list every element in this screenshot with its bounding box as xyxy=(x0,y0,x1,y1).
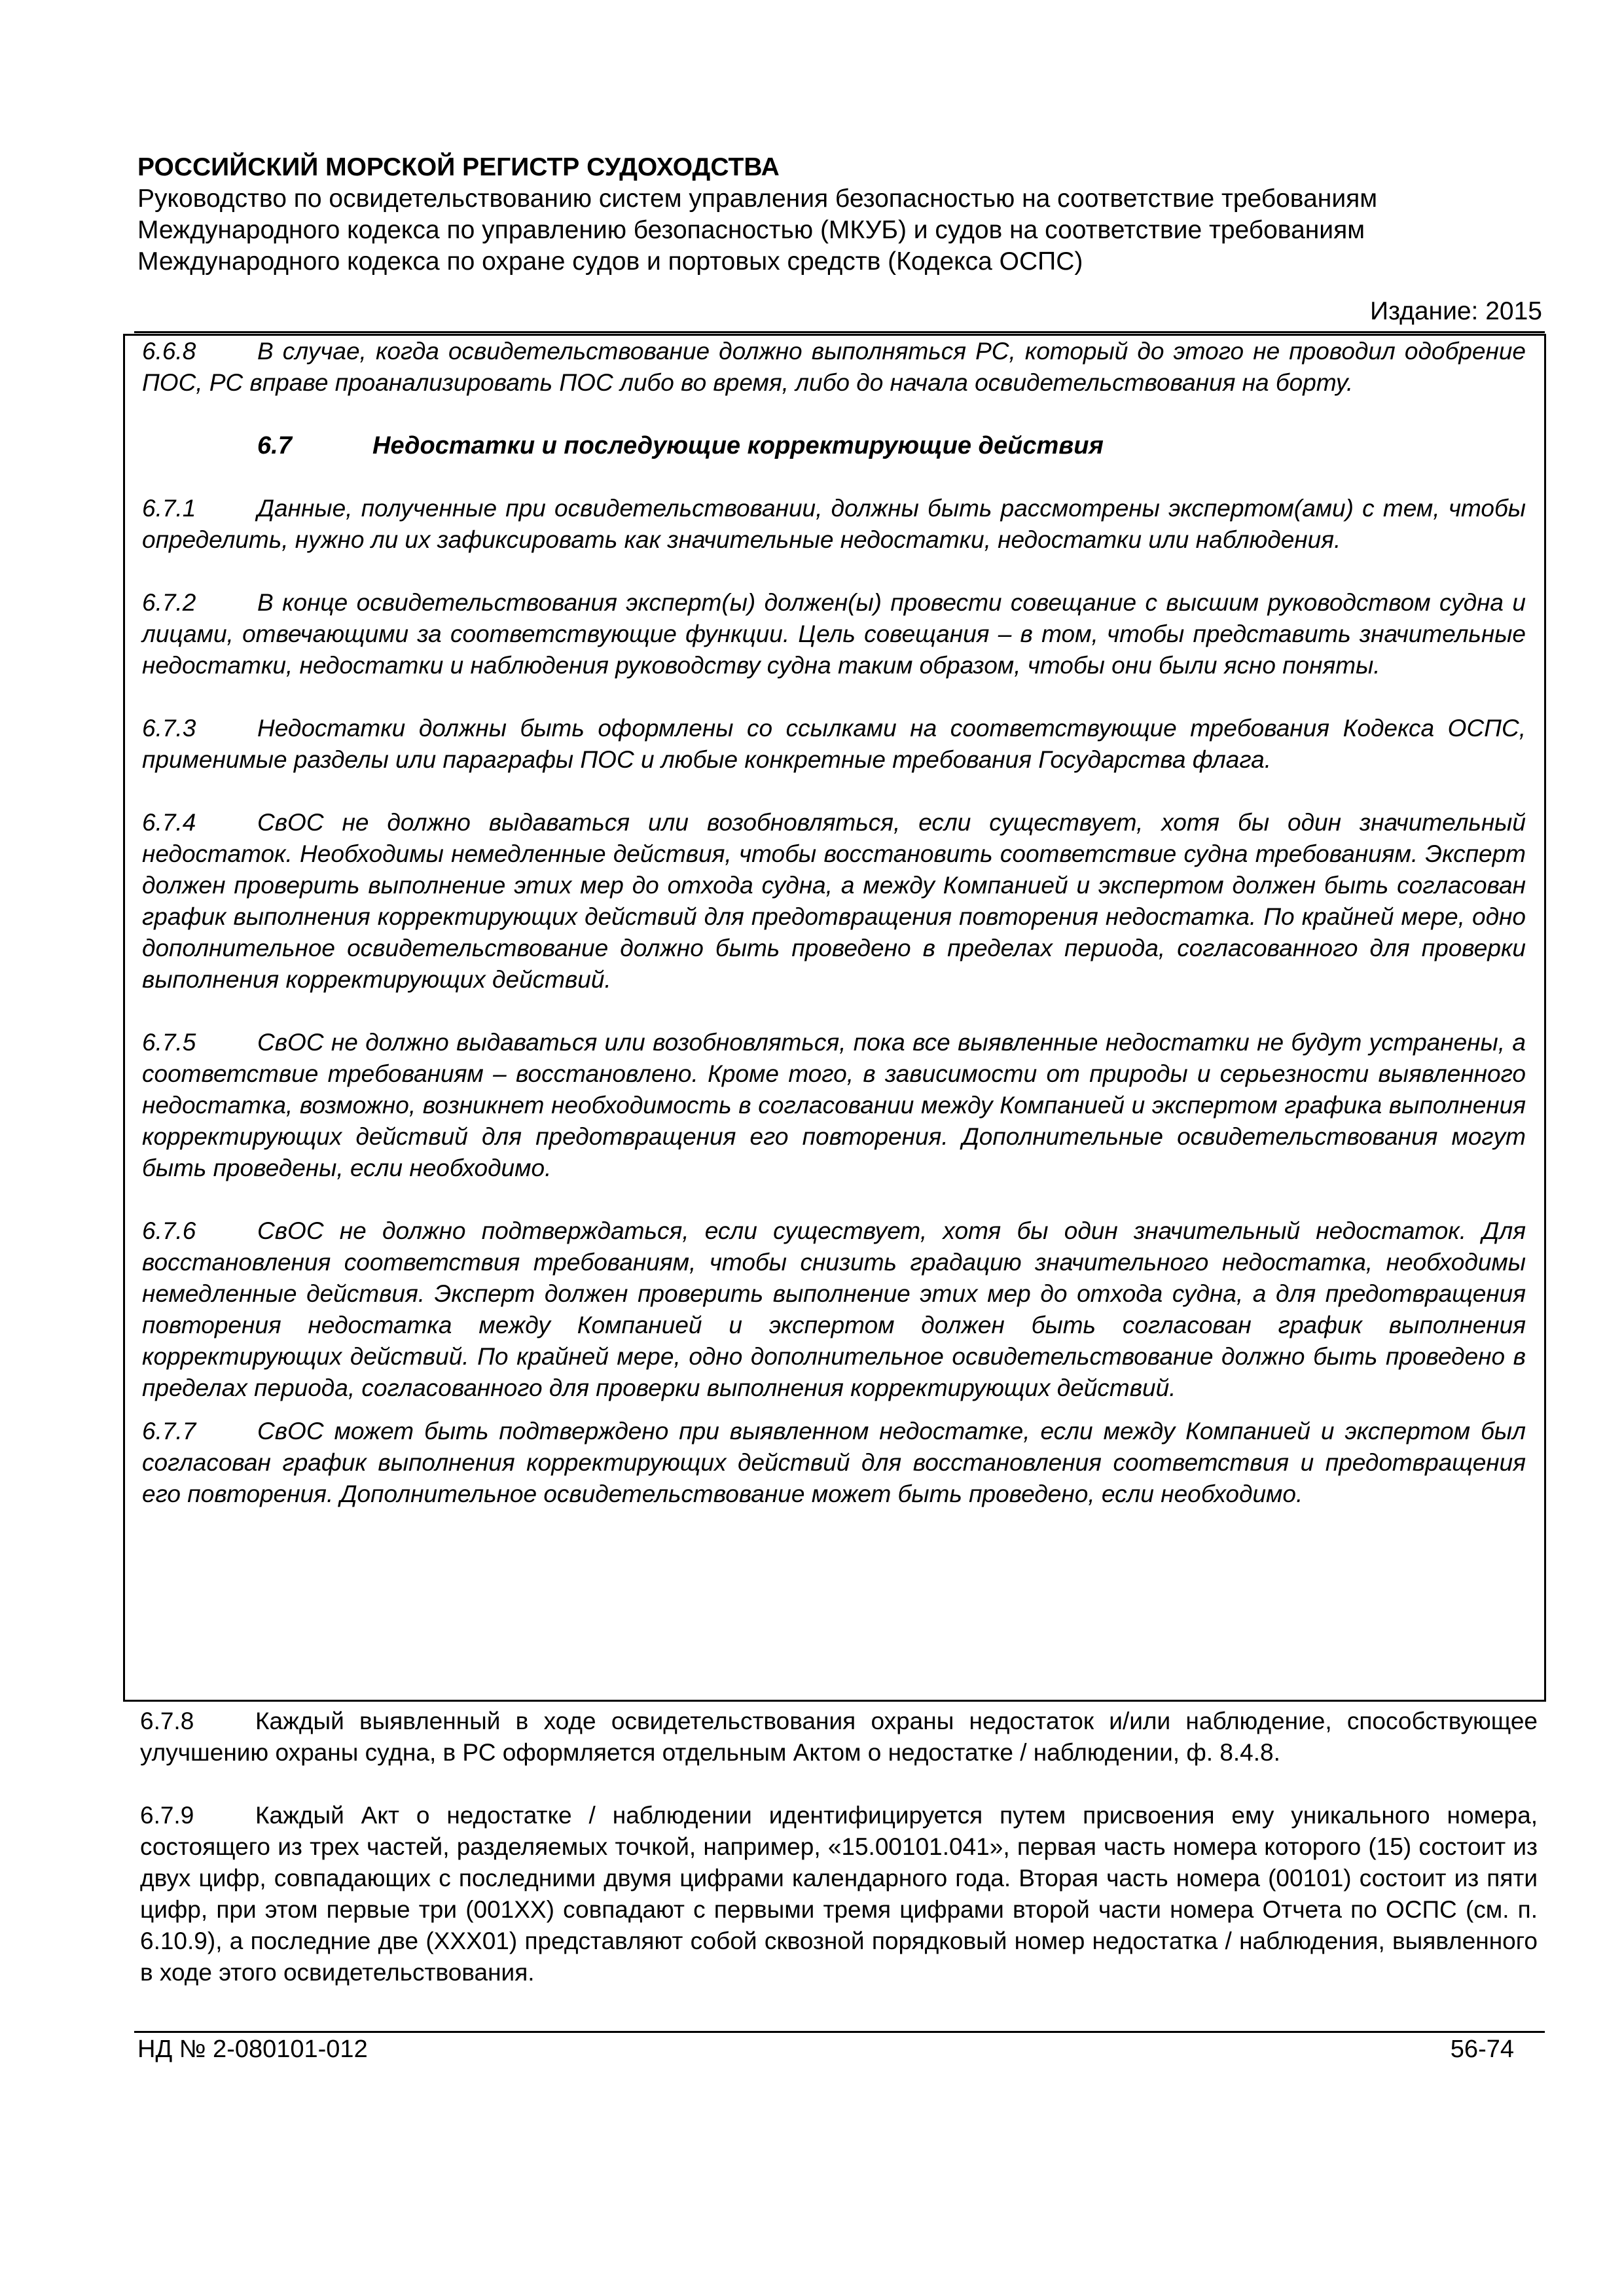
document-subtitle: Руководство по освидетельствованию систем управления безопасностью на соответствие требованиям Международного кодекса по управлению безопасностью (МКУБ) и судов на соответствие требованиям Международного кодекса по охране судов и портовых средств (Кодекса ОСПС) xyxy=(137,185,1378,276)
paragraph-number: 6.7.4 xyxy=(142,809,196,836)
paragraph-text: Каждый выявленный в ходе освидетельствования охраны недостаток и/или наблюдение, способствующее улучшению охраны судна, в РС оформляется отдельным Актом о недостатке / наблюдении, ф. 8.4.8. xyxy=(140,1708,1538,1766)
paragraph-6-6-8 xyxy=(142,336,1526,399)
footer-divider xyxy=(134,2031,1545,2033)
paragraph-text: В конце освидетельствования эксперт(ы) должен(ы) провести совещание с высшим руководством судна и лицами, отвечающими за соответствующие функции. Цель совещания – в том, чтобы представить значительные недостатки, недостатки и наблюдения руководству судна таким образом, чтобы они были ясно поняты. xyxy=(142,589,1526,679)
paragraph-6-7-7 xyxy=(142,1416,1526,1510)
paragraph-text: Данные, полученные при освидетельствовании, должны быть рассмотрены экспертом(ами) с тем, чтобы определить, нужно ли их зафиксировать как значительные недостатки, недостатки или наблюдения. xyxy=(142,495,1526,553)
paragraph-6-7-4 xyxy=(142,807,1526,996)
page-number: 56-74 xyxy=(1450,2036,1514,2063)
paragraph-number: 6.7.9 xyxy=(140,1802,194,1829)
paragraph-number: 6.7.6 xyxy=(142,1217,196,1244)
paragraph-text: СвОС не должно выдаваться или возобновляться, пока все выявленные недостатки не будут устранены, а соответствие требованиям – восстановлено. Кроме того, в зависимости от природы и серьезности выявленного недостатка, возможно, возникнет необходимость в согласовании между Компанией и экспертом графика выполнения корректирующих действий для предотвращения его повторения. Дополнительные освидетельствования могут быть проведены, если необходимо. xyxy=(142,1029,1526,1181)
paragraph-6-7-6 xyxy=(142,1215,1526,1404)
section-number: 6.7 xyxy=(257,432,292,459)
paragraph-number: 6.7.8 xyxy=(140,1708,194,1734)
paragraph-text: СвОС не должно выдаваться или возобновляться, если существует, хотя бы один значительный недостаток. Необходимы немедленные действия, чтобы восстановить соответствие судна требованиям. Эксперт должен проверить выполнение этих мер до отхода судна, а между Компанией и экспертом должен быть согласован график выполнения корректирующих действий для предотвращения повторения недостатка. По крайней мере, одно дополнительное освидетельствование должно быть проведено в пределах периода, согласованного для проверки выполнения корректирующих действий. xyxy=(142,809,1526,993)
paragraph-6-7-5 xyxy=(142,1027,1526,1184)
section-title: Недостатки и последующие корректирующие действия xyxy=(372,432,1104,459)
paragraph-number: 6.6.8 xyxy=(142,338,196,365)
organization-name: РОССИЙСКИЙ МОРСКОЙ РЕГИСТР СУДОХОДСТВА xyxy=(137,153,780,181)
page-header xyxy=(137,152,1545,278)
paragraph-6-7-9 xyxy=(140,1800,1538,1988)
amended-text-box xyxy=(123,334,1546,1702)
paragraph-number: 6.7.3 xyxy=(142,715,196,742)
paragraph-6-7-8 xyxy=(140,1706,1538,1768)
document-number: НД № 2-080101-012 xyxy=(137,2036,368,2063)
paragraph-6-7-2 xyxy=(142,587,1526,681)
edition-label: Издание: 2015 xyxy=(1370,297,1542,325)
paragraph-text: СвОС не должно подтверждаться, если существует, хотя бы один значительный недостаток. Для восстановления соответствия требованиям, чтобы снизить градацию значительного недостатка, необходимы немедленные действия. Эксперт должен проверить выполнение этих мер до отхода судна, а для предотвращения повторения недостатка между Компанией и экспертом должен быть согласован график выполнения корректирующих действий. По крайней мере, одно дополнительное освидетельствование должно быть проведено в пределах периода, согласованного для проверки выполнения корректирующих действий. xyxy=(142,1217,1526,1401)
paragraph-text: СвОС может быть подтверждено при выявленном недостатке, если между Компанией и экспертом был согласован график выполнения корректирующих действий для восстановления соответствия и предотвращения его повторения. Дополнительное освидетельствование может быть проведено, если необходимо. xyxy=(142,1418,1526,1507)
paragraph-number: 6.7.7 xyxy=(142,1418,196,1444)
paragraph-6-7-3 xyxy=(142,713,1526,776)
paragraph-6-7-1 xyxy=(142,493,1526,556)
paragraph-number: 6.7.5 xyxy=(142,1029,196,1056)
paragraph-text: В случае, когда освидетельствование должно выполняться РС, который до этого не проводил одобрение ПОС, РС вправе проанализировать ПОС либо во время, либо до начала освидетельствования на борту. xyxy=(142,338,1526,396)
paragraph-number: 6.7.1 xyxy=(142,495,196,522)
unboxed-text xyxy=(140,1706,1538,1988)
header-divider xyxy=(134,331,1545,333)
section-heading-6-7 xyxy=(142,430,1526,461)
paragraph-number: 6.7.2 xyxy=(142,589,196,616)
paragraph-text: Каждый Акт о недостатке / наблюдении идентифицируется путем присвоения ему уникального номера, состоящего из трех частей, разделяемых точкой, например, «15.00101.041», первая часть номера которого (15) состоит из двух цифр, совпадающих с последними двумя цифрами календарного года. Вторая часть номера (00101) состоит из пяти цифр, при этом первые три (001ХХ) совпадают с первыми тремя цифрами второй части номера Отчета по ОСПС (см. п. 6.10.9), а последние две (ХХХ01) представляют собой сквозной порядковый номер недостатка / наблюдения, выявленного в ходе этого освидетельствования. xyxy=(140,1802,1538,1986)
paragraph-text: Недостатки должны быть оформлены со ссылками на соответствующие требования Кодекса ОСПС, применимые разделы или параграфы ПОС и любые конкретные требования Государства флага. xyxy=(142,715,1526,773)
